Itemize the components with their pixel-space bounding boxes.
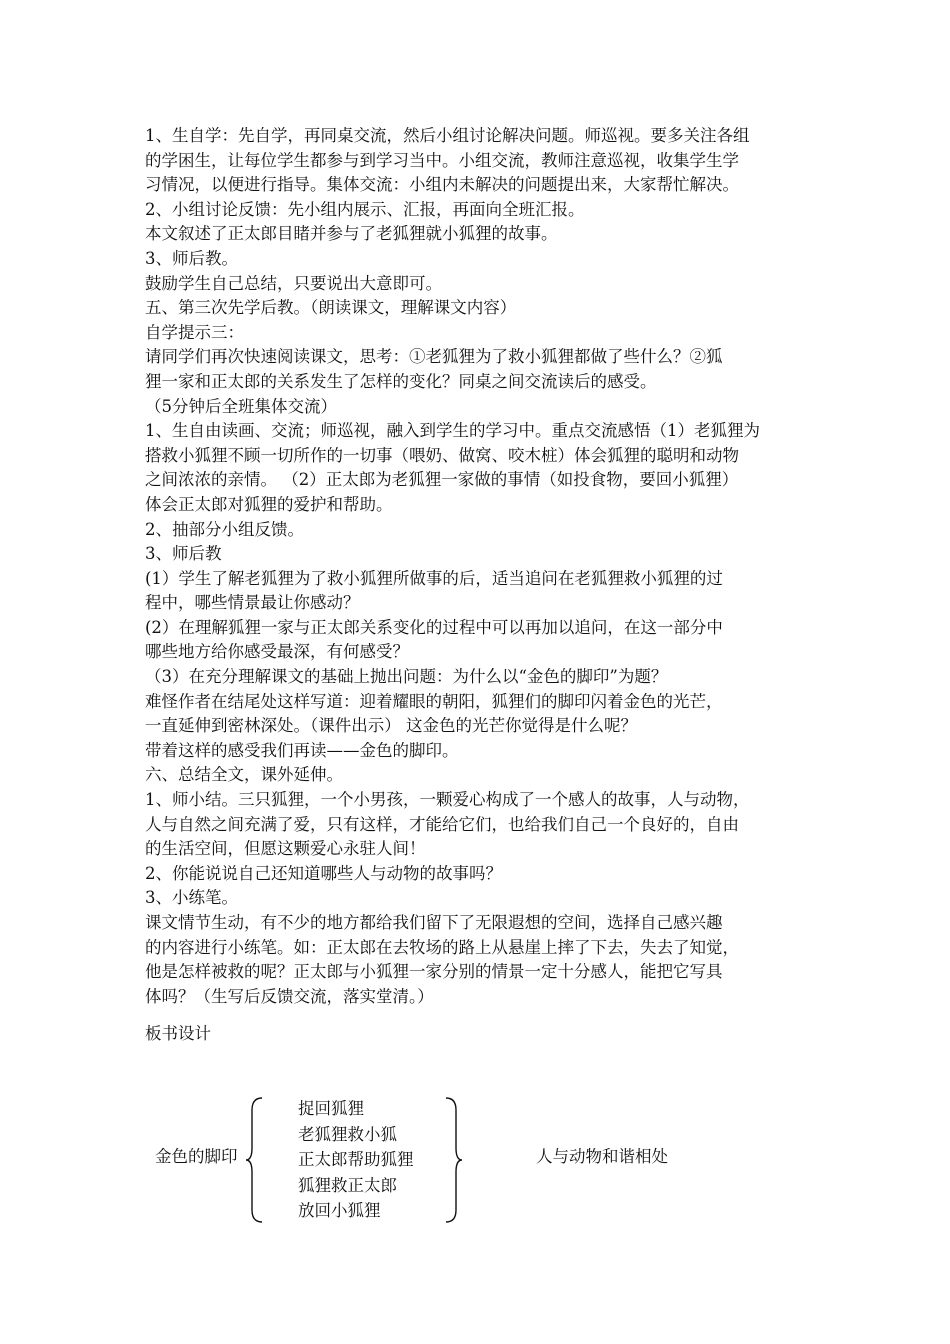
text-line: 狸一家和正太郎的关系发生了怎样的变化？同桌之间交流读后的感受。 (145, 371, 657, 391)
text-line: 一直延伸到密林深处。（课件出示） 这金色的光芒你觉得是什么呢？ (145, 716, 637, 736)
board-item: 老狐狸救小狐 (298, 1124, 397, 1144)
text-line: 请同学们再次快速阅读课文，思考：①老狐狸为了救小狐狸都做了些什么？②狐 (145, 347, 723, 367)
board-left-label: 金色的脚印 (155, 1147, 238, 1166)
text-line: (2）在理解狐狸一家与正太郎关系变化的过程中可以再加以追问，在这一部分中 (145, 617, 723, 637)
text-line: (1）学生了解老狐狸为了救小狐狸所做事的后，适当追问在老狐狸救小狐狸的过 (145, 568, 723, 588)
text-line: 鼓励学生自己总结，只要说出大意即可。 (145, 273, 442, 293)
text-line: 的学困生，让每位学生都参与到学习当中。小组交流，教师注意巡视，收集学生学 (145, 150, 739, 170)
section-heading: 五、第三次先学后教。（朗读课文，理解课文内容） (145, 298, 517, 318)
board-item: 正太郎帮助狐狸 (298, 1150, 414, 1169)
text-line: 的生活空间，但愿这颗爱心永驻人间！ (145, 839, 426, 859)
board-item: 放回小狐狸 (298, 1201, 381, 1220)
section-heading: 六、总结全文，课外延伸。 (145, 765, 343, 785)
text-line: 1、生自由读画、交流；师巡视，融入到学生的学习中。重点交流感悟（1）老狐狸为 (145, 421, 760, 441)
text-line: 课文情节生动，有不少的地方都给我们留下了无限遐想的空间，选择自己感兴趣 (145, 913, 723, 932)
text-line: 程中，哪些情景最让你感动？ (145, 593, 360, 613)
text-line: 带着这样的感受我们再读——金色的脚印。 (145, 740, 459, 760)
text-line: 2、抽部分小组反馈。 (145, 519, 304, 539)
text-line: 自学提示三： (145, 322, 244, 342)
right-brace (444, 1096, 464, 1224)
text-line: 本文叙述了正太郎目睹并参与了老狐狸就小狐狸的故事。 (145, 224, 558, 244)
text-line: 他是怎样被救的呢？正太郎与小狐狸一家分别的情景一定十分感人，能把它写具 (145, 962, 723, 982)
text-line: 人与自然之间充满了爱，只有这样，才能给它们，也给我们自己一个良好的，自由 (145, 814, 739, 834)
text-line: 3、师后教。 (145, 248, 238, 268)
text-line: 之间浓浓的亲情。 （2）正太郎为老狐狸一家做的事情（如投食物，要回小狐狸） (145, 470, 739, 490)
text-line: 难怪作者在结尾处这样写道：迎着耀眼的朝阳，狐狸们的脚印闪着金色的光芒， (145, 691, 723, 711)
left-brace (244, 1096, 264, 1224)
text-line: 体会正太郎对狐狸的爱护和帮助。 (145, 494, 393, 514)
board-item: 捉回狐狸 (298, 1099, 364, 1118)
text-line: 3、小练笔。 (145, 888, 238, 908)
text-line: 3、师后教 (145, 544, 222, 564)
text-line: 2、小组讨论反馈：先小组内展示、汇报，再面向全班汇报。 (145, 199, 585, 219)
text-line: 哪些地方给你感受最深，有何感受？ (145, 642, 409, 662)
text-line: 搭救小狐狸不顾一切所作的一切事（喂奶、做窝、咬木桩）体会狐狸的聪明和动物 (145, 445, 739, 465)
board-right-label: 人与动物和谐相处 (536, 1147, 668, 1166)
board-design-heading: 板书设计 (145, 1024, 211, 1043)
lesson-plan-body (145, 124, 810, 1009)
text-line: 1、生自学：先自学，再同桌交流，然后小组讨论解决问题。师巡视。要多关注各组 (145, 126, 750, 145)
text-line: 2、你能说说自己还知道哪些人与动物的故事吗？ (145, 863, 502, 883)
text-line: （5分钟后全班集体交流） (145, 396, 337, 416)
text-line: 的内容进行小练笔。如：正太郎在去牧场的路上从悬崖上摔了下去，失去了知觉， (145, 937, 739, 957)
text-line: （3）在充分理解课文的基础上抛出问题：为什么以“金色的脚印”为题？ (145, 667, 668, 687)
text-line: 1、师小结。三只狐狸，一个小男孩，一颗爱心构成了一个感人的故事，人与动物， (145, 790, 750, 810)
text-line: 习情况，以便进行指导。集体交流：小组内未解决的问题提出来，大家帮忙解决。 (145, 175, 739, 195)
board-items-list (298, 1096, 414, 1224)
board-item: 狐狸救正太郎 (298, 1175, 397, 1195)
text-line: 体吗？（生写后反馈交流，落实堂清。） (145, 986, 434, 1006)
